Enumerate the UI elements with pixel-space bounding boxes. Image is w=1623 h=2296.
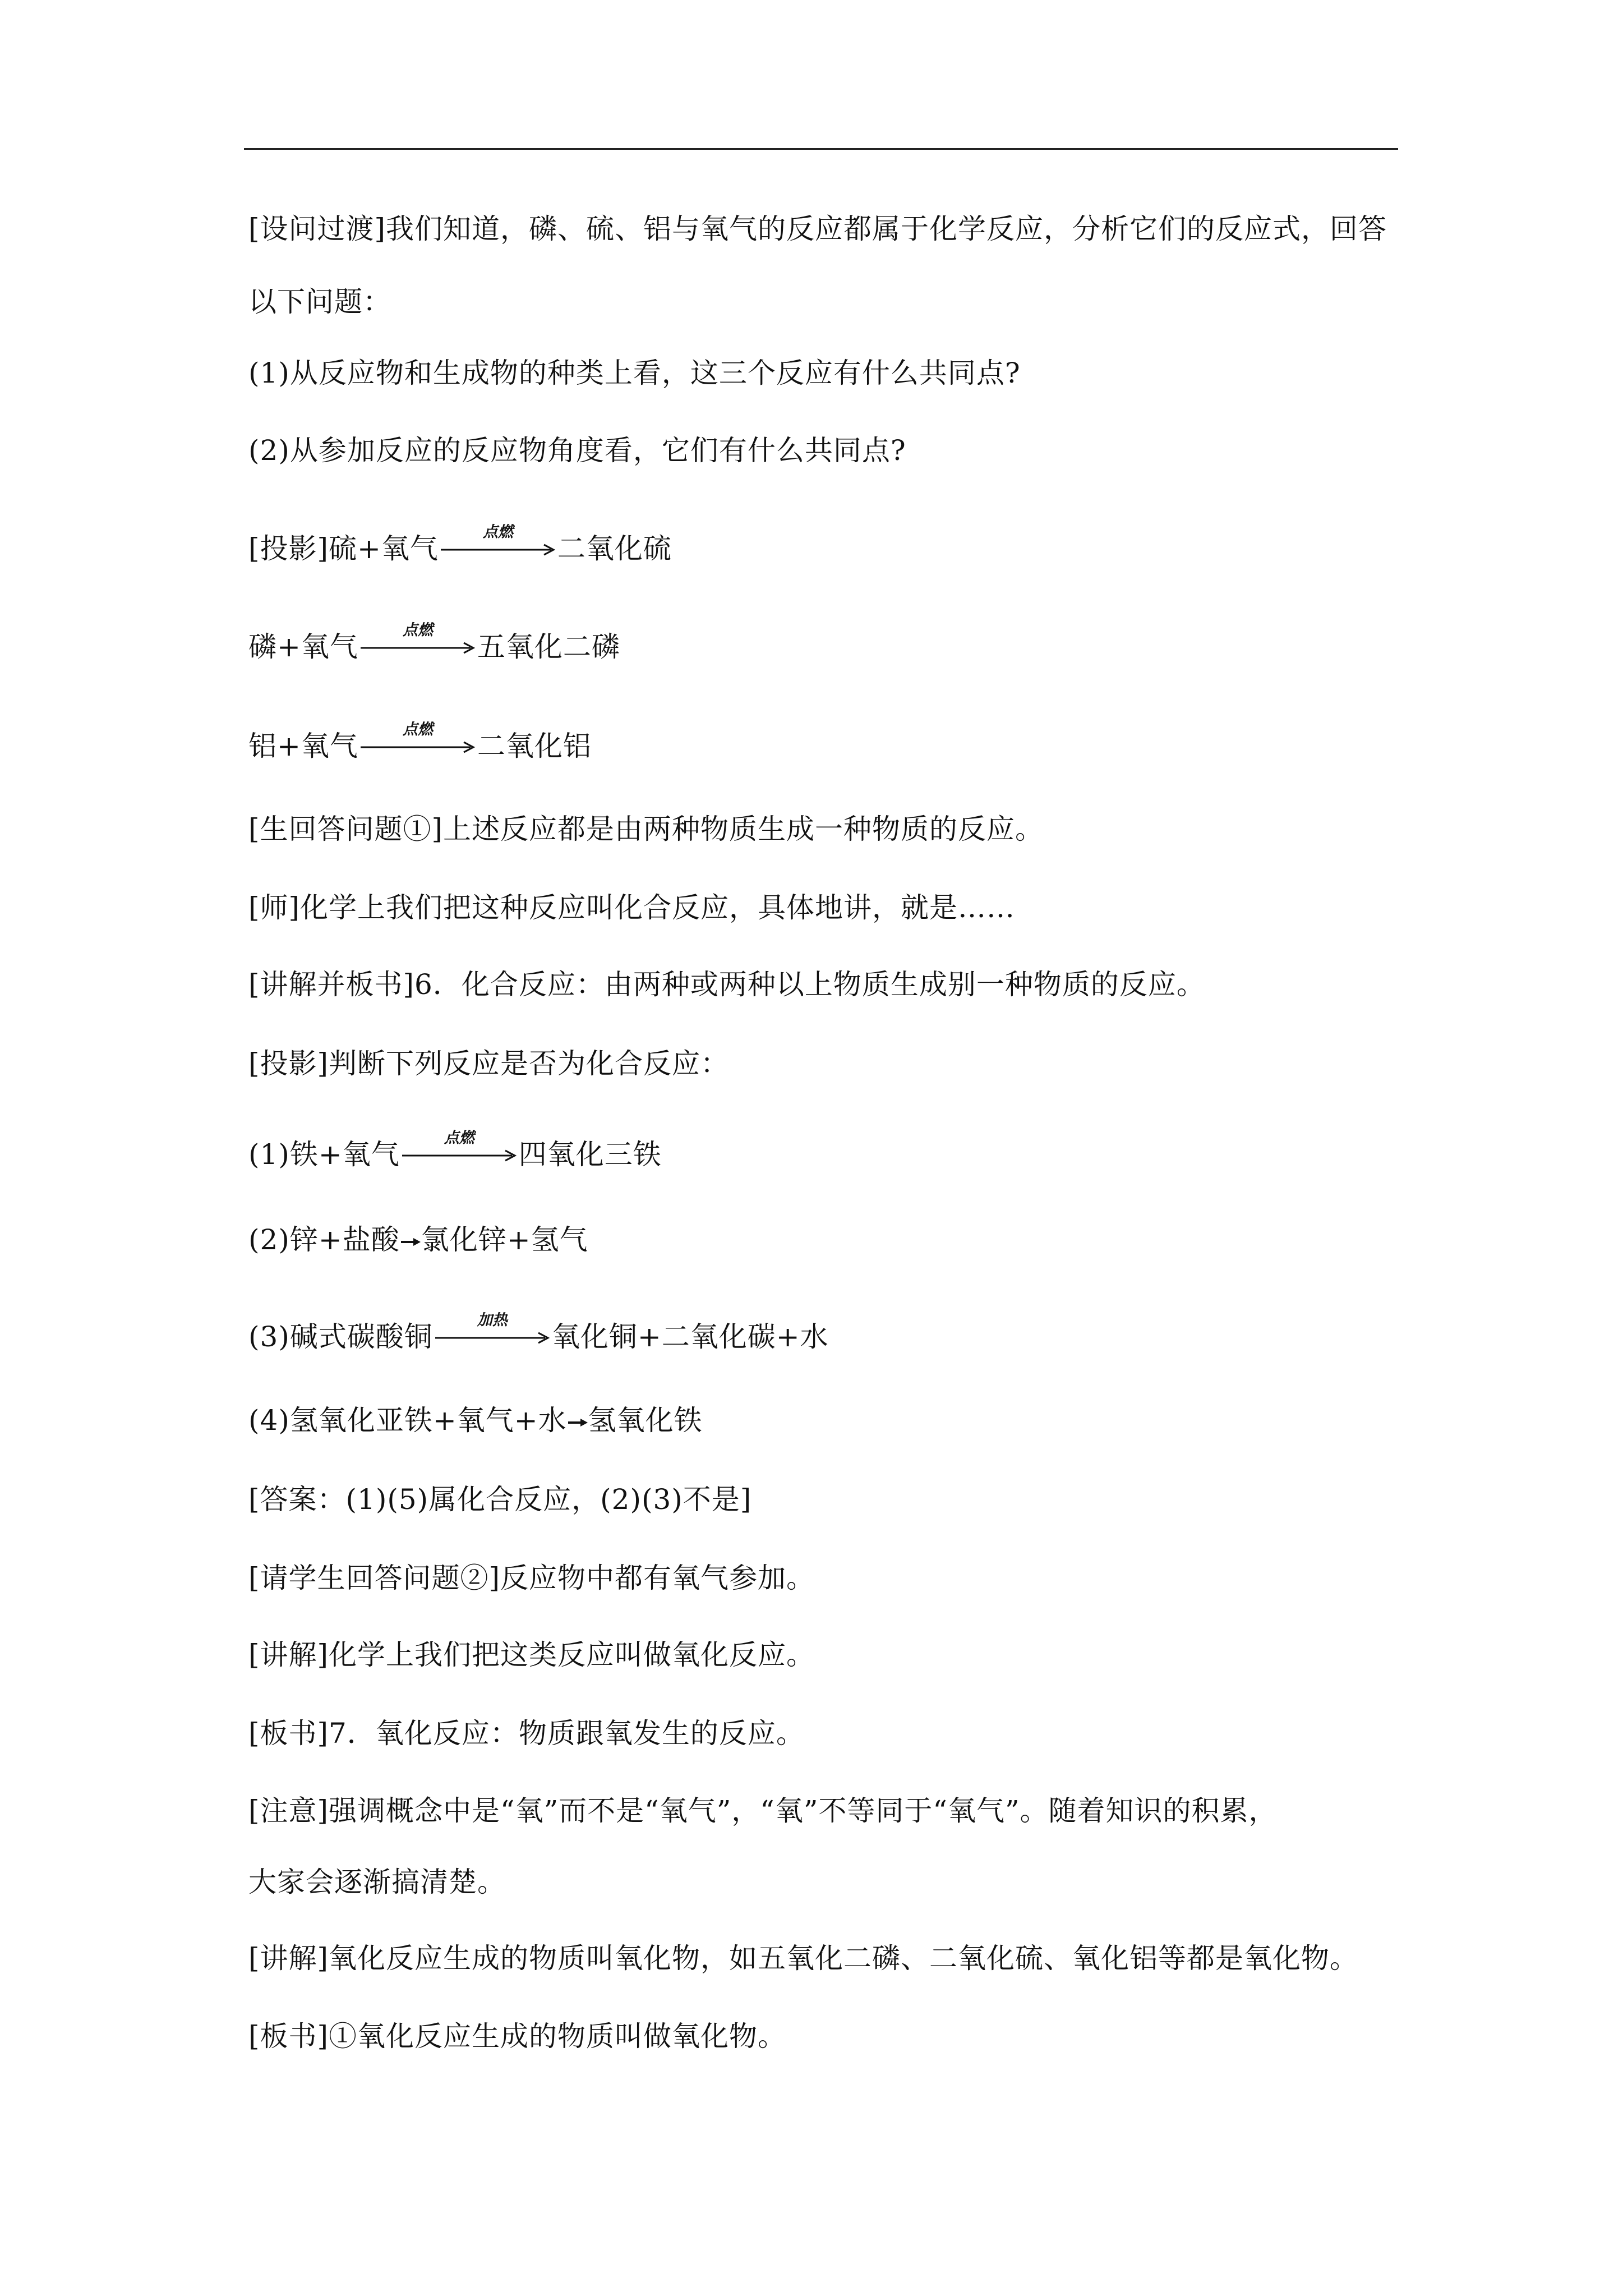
equation-right: 氢氧化铁: [588, 1404, 703, 1437]
reaction-arrow: [401, 1129, 518, 1171]
equation-right: 氧化铜+二氧化碳+水: [551, 1320, 829, 1353]
header-rule: [244, 148, 1398, 150]
reaction-arrow: [359, 622, 476, 664]
note-line2: 大家会逐渐搞清楚。: [248, 1866, 506, 1898]
equation-left: (3)碱式碳酸铜: [248, 1320, 433, 1353]
reaction-condition: 加热: [477, 1312, 508, 1329]
explanation-oxide: [讲解]氧化反应生成的物质叫氧化物，如五氧化二磷、二氧化硫、氧化铝等都是氧化物。: [248, 1942, 1359, 1975]
equation-sulfur: [248, 523, 672, 565]
arrow-icon: [567, 1404, 588, 1437]
equation-phosphorus: [248, 622, 620, 664]
reaction-condition: 点燃: [482, 523, 513, 541]
reaction-4: [248, 1404, 703, 1437]
definition-oxide: [板书]①氧化反应生成的物质叫做氧化物。: [248, 2020, 787, 2053]
reaction-3: [248, 1312, 829, 1354]
projection-prompt: [投影]判断下列反应是否为化合反应：: [248, 1047, 730, 1080]
definition-oxidation: [板书]7．氧化反应：物质跟氧发生的反应。: [248, 1717, 805, 1750]
teacher-remark: [师]化学上我们把这种反应叫化合反应，具体地讲，就是……: [248, 891, 1016, 924]
reaction-1: [248, 1129, 662, 1171]
reaction-arrow: [359, 721, 476, 763]
question-1: (1)从反应物和生成物的种类上看，这三个反应有什么共同点?: [248, 357, 1021, 389]
equation-left: [投影]硫+氧气: [248, 532, 439, 565]
equation-left: (1)铁+氧气: [248, 1138, 400, 1171]
reaction-2: [248, 1223, 588, 1257]
equation-aluminum: [248, 721, 592, 763]
reaction-condition: 点燃: [402, 622, 433, 639]
equation-right: 四氧化三铁: [518, 1138, 662, 1171]
equation-right: 氯化锌+氢气: [421, 1223, 588, 1256]
equation-right: 二氧化铝: [477, 730, 592, 762]
reaction-condition: 点燃: [444, 1129, 474, 1147]
equation-left: (4)氢氧化亚铁+氧气+水: [248, 1404, 567, 1437]
student-answer-1: [生回答问题①]上述反应都是由两种物质生成一种物质的反应。: [248, 813, 1044, 845]
equation-left: (2)锌+盐酸: [248, 1223, 400, 1256]
reaction-condition: 点燃: [402, 721, 433, 738]
note-line1: [注意]强调概念中是“氧”而不是“氧气”，“氧”不等同于“氧气”。随着知识的积累，: [248, 1795, 1278, 1827]
equation-right: 二氧化硫: [557, 532, 672, 565]
explanation-oxidation: [讲解]化学上我们把这类反应叫做氧化反应。: [248, 1639, 815, 1671]
equation-right: 五氧化二磷: [477, 631, 620, 663]
equation-left: 磷+氧气: [248, 631, 358, 663]
arrow-icon: [400, 1223, 421, 1257]
paragraph-transition-line2: 以下问题：: [248, 286, 391, 318]
paragraph-transition-line1: [设问过渡]我们知道，磷、硫、铝与氧气的反应都属于化学反应，分析它们的反应式，回答: [248, 213, 1387, 245]
definition-combination: [讲解并板书]6．化合反应：由两种或两种以上物质生成别一种物质的反应。: [248, 968, 1205, 1001]
answer-key: [答案：(1)(5)属化合反应，(2)(3)不是]: [248, 1483, 752, 1516]
reaction-arrow: [440, 523, 556, 565]
student-answer-2: [请学生回答问题②]反应物中都有氧气参加。: [248, 1562, 815, 1594]
reaction-arrow: [434, 1312, 551, 1354]
question-2: (2)从参加反应的反应物角度看，它们有什么共同点?: [248, 434, 906, 467]
equation-left: 铝+氧气: [248, 730, 358, 762]
